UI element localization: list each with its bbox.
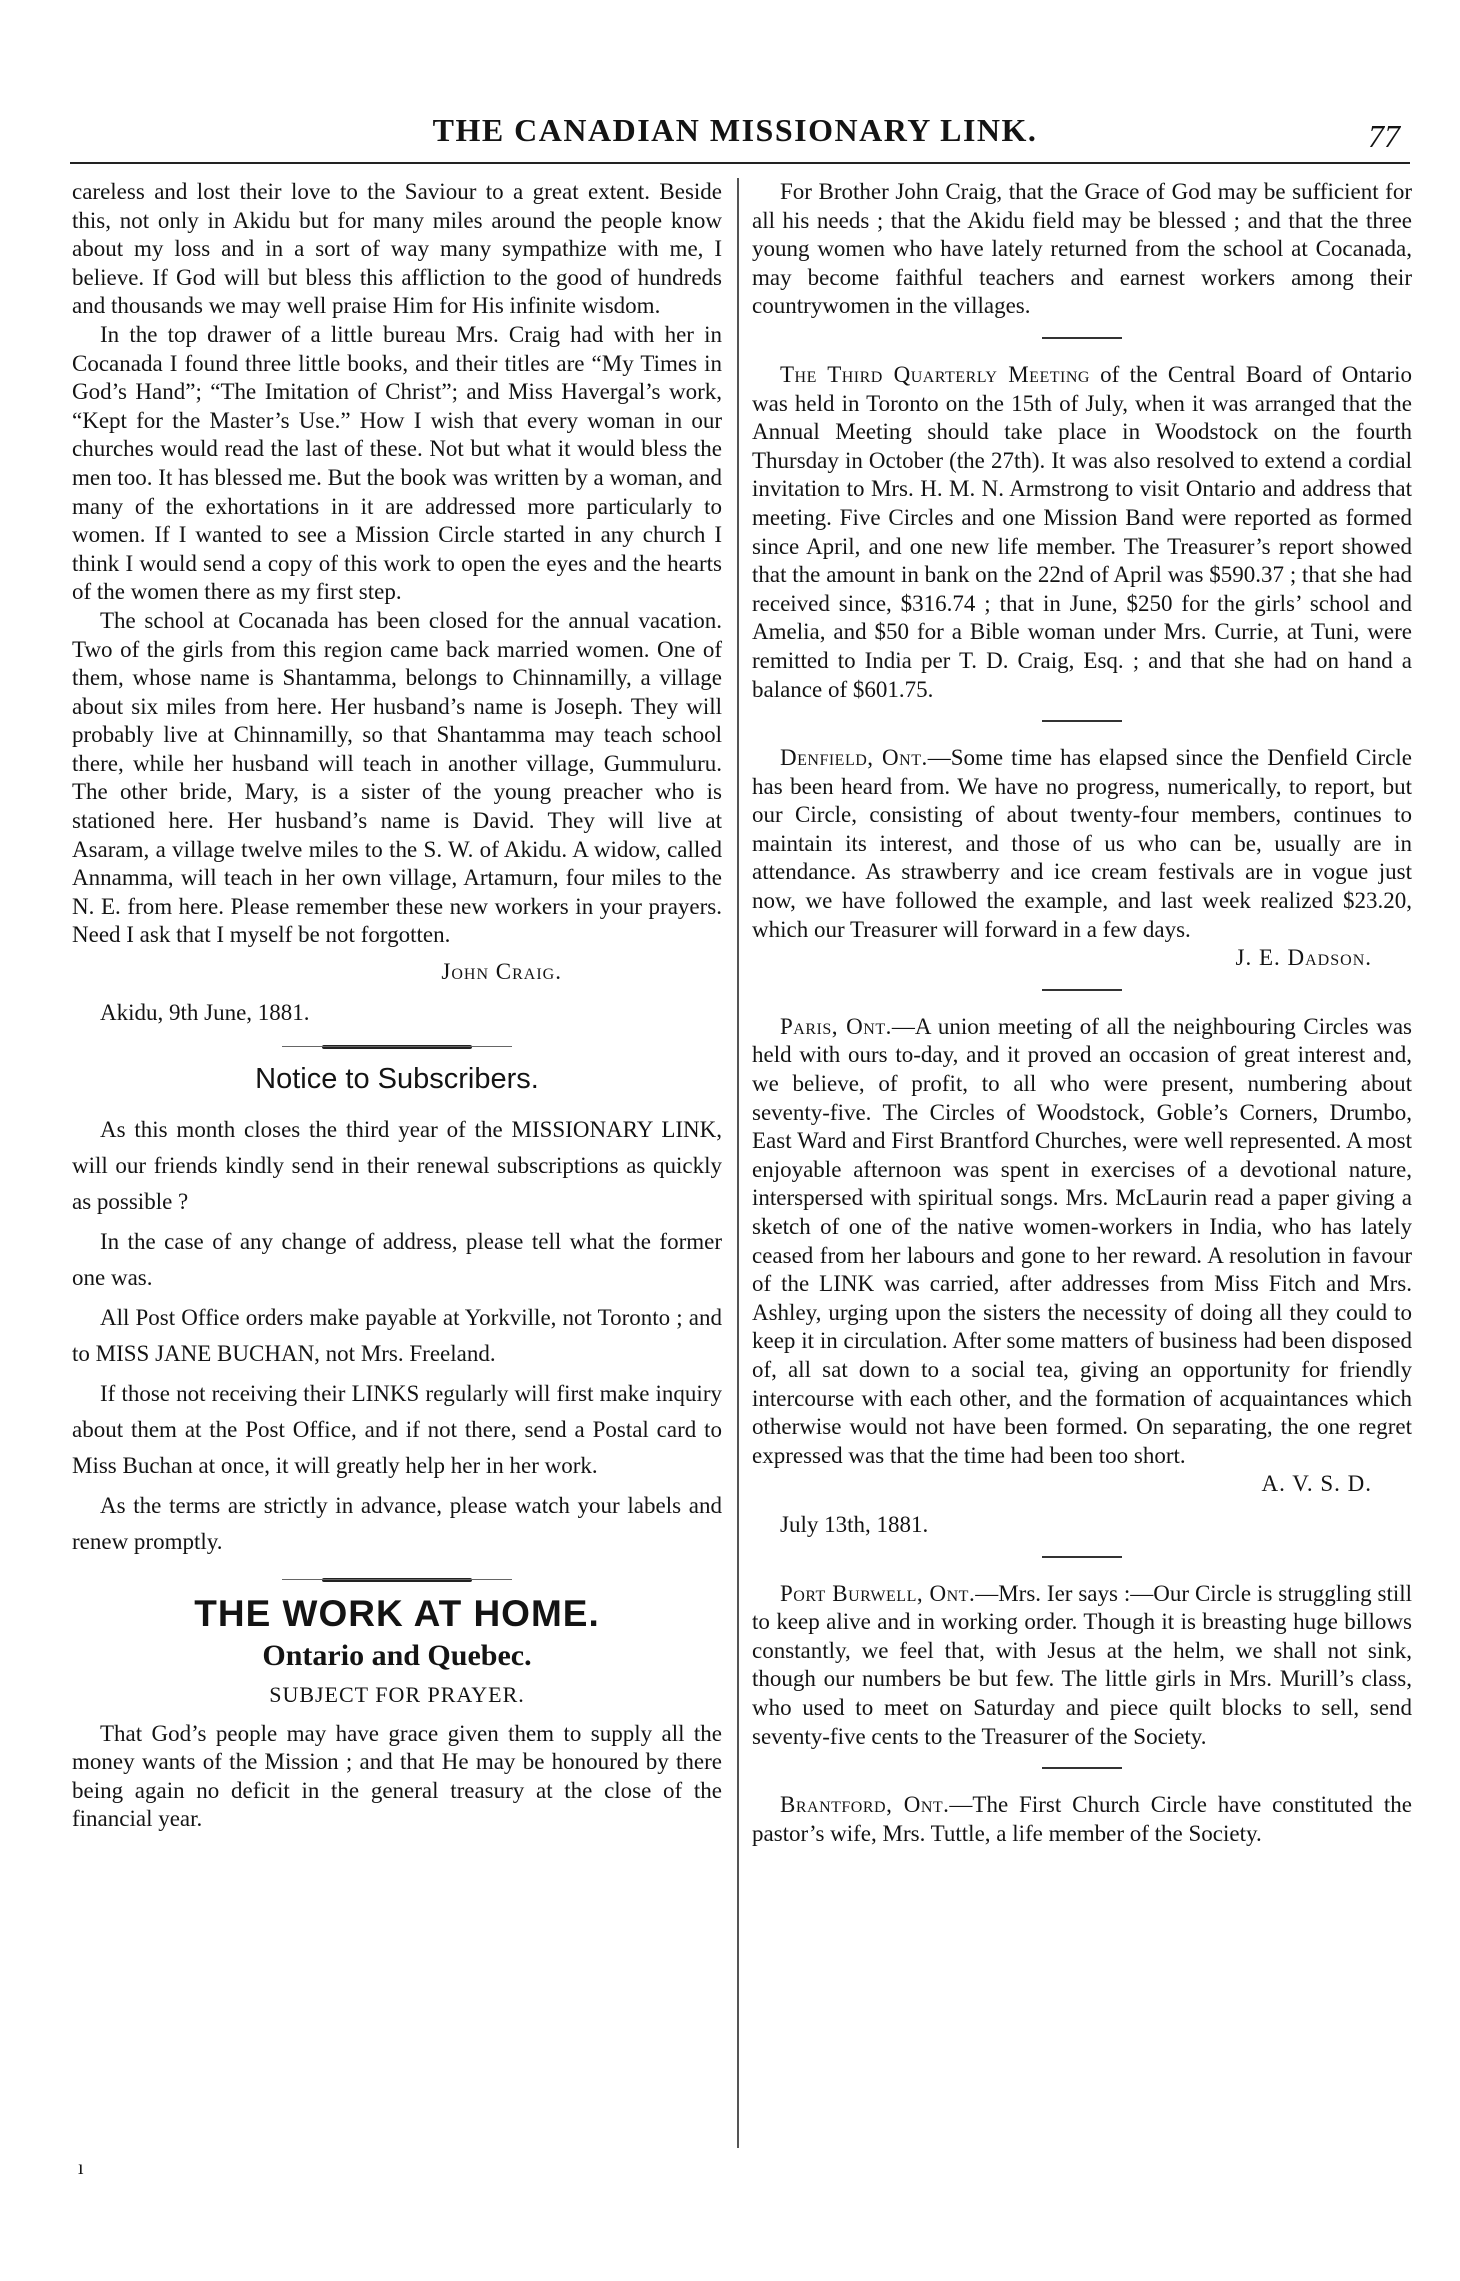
notice-paragraph: If those not receiving their LINKS regularly will first make inquiry about them at the Post Office, and if not there, send a Postal card to Miss Buchan at once, it will greatly help her in her work. (72, 1380, 722, 1478)
letter-paragraph: The school at Cocanada has been closed for the annual vacation. Two of the girls from this region came back married women. One of them, whose name is Shantamma, belongs to Chinnamilly, a village about six miles from here. Her husband’s name is Joseph. They will probably live at Chinnamilly, so that Shantamma may teach school there, while her husband will teach in another village, Gummuluru. The other bride, Mary, is a sister of the young preacher who is stationed here. Her husband’s name is David. They will live at Asaram, a village twelve miles to the S. W. of Akidu. A widow, called Annamma, will teach in her own village, Artamurn, four miles to the N. E. from here. Please remember these new workers in your prayers. Need I ask that I myself be not forgotten. (72, 607, 722, 948)
report-lead: Brantford, Ont. (780, 1792, 950, 1818)
report-paragraph: Port Burwell, Ont.—Mrs. Ier says :—Our Circle is struggling still to keep alive and in working order. Though it is breasting huge billows constantly, we feel that, with Jesus at the helm, we shall not sink, though our numbers be but few. The little girls in Mrs. Murill’s class, who used to meet on Saturday and piece quilt blocks to sell, send seventy-five cents to the Treasurer of the Society. (752, 1580, 1413, 1749)
report-dateline: July 13th, 1881. (780, 1511, 929, 1537)
report-lead: Port Burwell, Ont. (780, 1580, 976, 1606)
signature-line (752, 1470, 1412, 1499)
right-column (752, 178, 1412, 1848)
report-lead: Denfield, Ont. (780, 745, 928, 771)
notice-heading: Notice to Subscribers. (255, 1063, 539, 1096)
ornamental-divider (322, 1045, 472, 1049)
letter-signature: John Craig. (441, 959, 562, 985)
notice-paragraph: All Post Office orders make payable at Yorkville, not Toronto ; and to MISS JANE BUCHAN, not Mrs. Freeland. (72, 1304, 722, 1366)
short-rule (1042, 989, 1122, 991)
report-signature: J. E. Dadson. (1235, 945, 1372, 971)
letter-paragraph: careless and lost their love to the Saviour to a great extent. Beside this, not only in Akidu but for many miles around the people know about my loss and in a sort of way many sympathize with me, I believe. If God will but bless this affliction to the good of hundreds and thousands we may well praise Him for His infinite wisdom. (72, 179, 722, 319)
report-paragraph: Brantford, Ont.—The First Church Circle have constituted the pastor’s wife, Mrs. Tuttle, a life member of the Society. (752, 1792, 1412, 1846)
report-paragraph: The Third Quarterly Meeting of the Central Board of Ontario was held in Toronto on the 15th of July, when it was arranged that the Annual Meeting should take place in Woodstock on the fourth Thursday in October (the 27th). It was also resolved to extend a cordial invitation to Mrs. H. M. N. Armstrong to visit Ontario and address that meeting. Five Circles and one Mission Band were reported as formed since April, and one new life member. The Treasurer’s report showed that the amount in bank on the 22nd of April was $590.37 ; that she had received since, $316.74 ; that in June, $250 for the girls’ school and Amelia, and $50 for a Bible woman under Mrs. Currie, at Tuni, were remitted to India per T. D. Craig, Esq. ; and that she had on hand a balance of $601.75. (752, 361, 1412, 702)
short-rule (1042, 720, 1122, 722)
publication-title: THE CANADIAN MISSIONARY LINK. (432, 112, 1038, 148)
section-heading: THE WORK AT HOME. (194, 1592, 600, 1634)
page-number: 77 (1368, 118, 1400, 154)
short-rule (1042, 1767, 1122, 1769)
left-column (72, 178, 722, 1834)
signature-line (752, 944, 1412, 973)
report-lead: The Third Quarterly Meeting (780, 361, 1090, 387)
report-lead: Paris, Ont. (780, 1013, 892, 1039)
column-divider (737, 178, 739, 2148)
letter-dateline: Akidu, 9th June, 1881. (100, 999, 310, 1025)
prayer-paragraph: That God’s people may have grace given them to supply all the money wants of the Mission ; and that He may be honoured by there being again no deficit in the general treasury at the close of the financial year. (72, 1720, 722, 1832)
notice-paragraph: As this month closes the third year of the MISSIONARY LINK, will our friends kindly send in their renewal subscriptions as quickly as possible ? (72, 1116, 722, 1214)
report-signature: A. V. S. D. (1261, 1471, 1372, 1497)
report-paragraph: Paris, Ont.—A union meeting of all the neighbouring Circles was held with ours to-day, and it proved an occasion of great interest and, we believe, of profit, to all who were present, numbering about seventy-five. The Circles of Woodstock, Goble’s Corners, Drumbo, East Ward and First Brantford Churches, were well represented. A most enjoyable afternoon was spent in exercises of a devotional nature, interspersed with spiritual songs. Mrs. McLaurin read a paper giving a sketch of one of the native women-workers in India, who has lately ceased from her labours and gone to her reward. A resolution in favour of the LINK was carried, after addresses from Miss Fitch and Mrs. Ashley, urging upon the sisters the necessity of doing all they could to keep it in circulation. After some matters of business had been disposed of, all sat down to a social tea, giving an opportunity for friendly intercourse with each other, and the formation of acquaintances which otherwise would not have been formed. On separating, the one regret expressed was that the time had been too short. (752, 1013, 1412, 1468)
header-rule (70, 162, 1410, 164)
notice-paragraph: As the terms are strictly in advance, please watch your labels and renew promptly. (72, 1492, 722, 1554)
letter-paragraph: In the top drawer of a little bureau Mrs. Craig had with her in Cocanada I found three little books, and their titles are “My Times in God’s Hand”; “The Imitation of Christ”; and Miss Havergal’s work, “Kept for the Master’s Use.” How I wish that every woman in our churches would read the last of these. Not but what it would bless the men too. It has blessed me. But the book was written by a woman, and many of the exhortations in it are addressed more particularly to women. If I wanted to see a Mission Circle started in any church I think I would send a copy of this work to open the eyes and the hearts of the women there as my first step. (72, 321, 722, 605)
ornamental-divider (322, 1578, 472, 1582)
notice-section (72, 1112, 722, 1560)
region-heading: Ontario and Quebec. (262, 1639, 532, 1673)
margin-mark: ı (78, 2157, 84, 2179)
notice-paragraph: In the case of any change of address, please tell what the former one was. (72, 1228, 722, 1290)
short-rule (1042, 337, 1122, 339)
prayer-continuation: For Brother John Craig, that the Grace of God may be sufficient for all his needs ; that the Akidu field may be blessed ; and that the three young women who have lately returned from the school at Cocanada, may become faithful teachers and earnest workers among their countrywomen in the villages. (752, 179, 1412, 319)
page-header (70, 112, 1400, 160)
report-paragraph: Denfield, Ont.—Some time has elapsed since the Denfield Circle has been heard from. We have no progress, numerically, to report, but our Circle, consisting of about twenty-four members, continues to maintain its interest, and those of us who can be, usually are in attendance. As strawberry and ice cream festivals are in vogue just now, we have followed the example, and last week realized $23.20, which our Treasurer will forward in a few days. (752, 745, 1412, 942)
short-rule (1042, 1556, 1122, 1558)
subject-heading: SUBJECT FOR PRAYER. (269, 1682, 525, 1707)
